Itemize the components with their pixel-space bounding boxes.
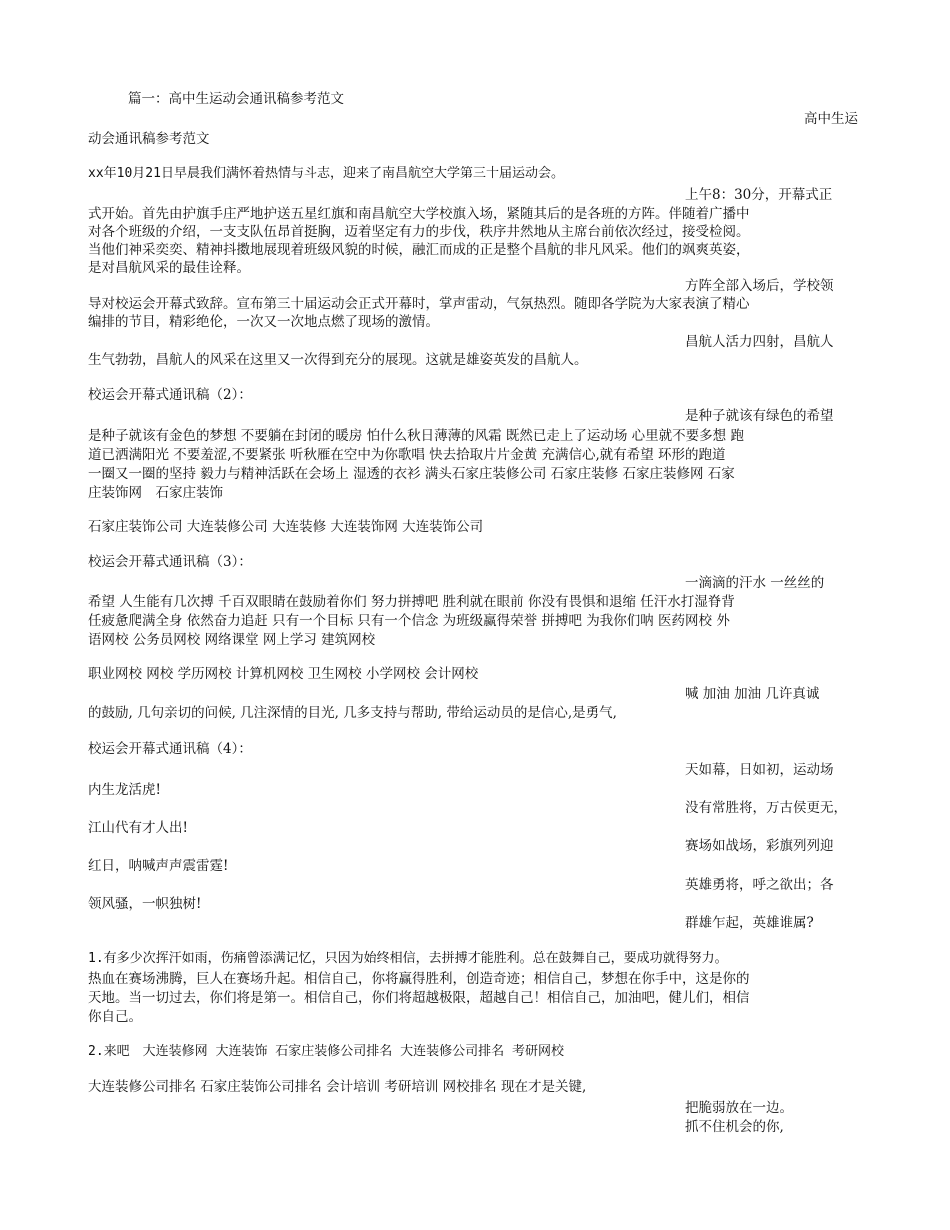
- text-line: 当他们神采奕奕、精神抖擞地展现着班级风貌的时候，融汇而成的正是整个昌航的非凡风采。他们的飒爽英姿，: [88, 242, 750, 258]
- text-line: 赛场如战场，彩旗列列迎: [685, 838, 834, 854]
- text-line: 热血在赛场沸腾，巨人在赛场升起。相信自己，你将赢得胜利，创造奇迹；相信自己，梦想在你手中，这是你的: [88, 971, 750, 987]
- text-line: 上午8：30分，开幕式正: [685, 187, 833, 203]
- text-line: 2.来吧 大连装修网 大连装饰 石家庄装修公司排名 大连装修公司排名 考研网校: [88, 1044, 564, 1059]
- text-line: 式开始。首先由护旗手庄严地护送五星红旗和南昌航空大学校旗入场，紧随其后的是各班的方阵。伴随着广播中: [88, 206, 750, 222]
- doc-title: 篇一：高中生运动会通讯稿参考范文: [128, 91, 344, 107]
- text-line: 庄装饰网 石家庄装饰: [88, 485, 223, 501]
- text-line: 你自己。: [88, 1009, 142, 1025]
- text-line: 职业网校 网校 学历网校 计算机网校 卫生网校 小学网校 会计网校: [88, 666, 479, 682]
- text-line: 内生龙活虎!: [88, 782, 161, 798]
- text-line: 导对校运会开幕式致辞。宣布第三十届运动会正式开幕时，掌声雷动，气氛热烈。随即各学院为大家表演了精心: [88, 296, 750, 312]
- text-line: 动会通讯稿参考范文: [88, 131, 210, 147]
- text-line: 把脆弱放在一边。: [685, 1100, 793, 1116]
- text-line: 一滴滴的汗水 一丝丝的: [685, 575, 825, 591]
- text-line: 对各个班级的介绍，一支支队伍昂首挺胸，迈着坚定有力的步伐，秩序井然地从主席台前依次经过，接受检阅。: [88, 224, 750, 240]
- text-line: 编排的节目，精彩绝伦，一次又一次地点燃了现场的激情。: [88, 314, 439, 330]
- text-line: 没有常胜将，万古侯更无，: [685, 800, 847, 816]
- section-heading: 校运会开幕式通讯稿（2）：: [88, 387, 252, 403]
- text-line: 江山代有才人出!: [88, 820, 188, 836]
- text-line: 方阵全部入场后，学校领: [685, 278, 834, 294]
- text-line: 天如幕，日如初，运动场: [685, 762, 834, 778]
- text-line: 领风骚，一帜独树!: [88, 896, 202, 912]
- text-line: 生气勃勃，昌航人的风采在这里又一次得到充分的展现。这就是雄姿英发的昌航人。: [88, 352, 588, 368]
- section-heading: 校运会开幕式通讯稿（4）：: [88, 741, 252, 757]
- text-line: 群雄乍起，英雄谁属?: [685, 915, 814, 931]
- text-line: 是种子就该有金色的梦想 不要躺在封闭的暖房 怕什么秋日薄薄的风霜 既然已走上了运动场 心里就不要多想 跑: [88, 428, 744, 444]
- text-line: 是对昌航风采的最佳诠释。: [88, 260, 250, 276]
- section-heading: 校运会开幕式通讯稿（3）：: [88, 554, 252, 570]
- text-line: 石家庄装饰公司 大连装修公司 大连装修 大连装饰网 大连装饰公司: [88, 519, 484, 535]
- text-line: 喊 加油 加油 几许真诚: [685, 686, 820, 702]
- text-line: 英雄勇将，呼之欲出；各: [685, 877, 834, 893]
- text-line: 天地。当一切过去，你们将是第一。相信自己，你们将超越极限，超越自己！相信自己，加油吧，健儿们，相信: [88, 990, 750, 1006]
- text-line: 道已洒满阳光 不要羞涩,不要紧张 听秋雁在空中为你歌唱 快去拾取片片金黄 充满信心,就有希望 环形的跑道: [88, 447, 726, 463]
- text-line: 一圈又一圈的坚持 毅力与精神活跃在会场上 湿透的衣衫 满头石家庄装修公司 石家庄装修 石家庄装修网 石家: [88, 466, 735, 482]
- text-line: 任疲惫爬满全身 依然奋力追赶 只有一个目标 只有一个信念 为班级赢得荣誉 拼搏吧 为我你们呐 医药网校 外: [88, 613, 730, 629]
- text-line: 1.有多少次挥汗如雨，伤痛曾添满记忆，只因为始终相信，去拼搏才能胜利。总在鼓舞自己，要成功就得努力。: [88, 951, 728, 966]
- text-line: 红日，呐喊声声震雷霆!: [88, 858, 229, 874]
- text-line: 高中生运: [804, 111, 858, 127]
- text-line: 希望 人生能有几次搏 千百双眼睛在鼓励着你们 努力拼搏吧 胜利就在眼前 你没有畏惧和退缩 任汗水打湿脊背: [88, 594, 735, 610]
- text-line: 抓不住机会的你,: [685, 1119, 784, 1135]
- text-line: 昌航人活力四射，昌航人: [685, 334, 834, 350]
- text-line: xx年10月21日早晨我们满怀着热情与斗志，迎来了南昌航空大学第三十届运动会。: [88, 166, 564, 181]
- text-line: 大连装修公司排名 石家庄装饰公司排名 会计培训 考研培训 网校排名 现在才是关键,: [88, 1079, 587, 1095]
- text-line: 的鼓励, 几句亲切的问候, 几注深情的目光, 几多支持与帮助, 带给运动员的是信心,是勇气,: [88, 705, 617, 721]
- text-line: 是种子就该有绿色的希望: [685, 408, 834, 424]
- text-line: 语网校 公务员网校 网络课堂 网上学习 建筑网校: [88, 632, 376, 648]
